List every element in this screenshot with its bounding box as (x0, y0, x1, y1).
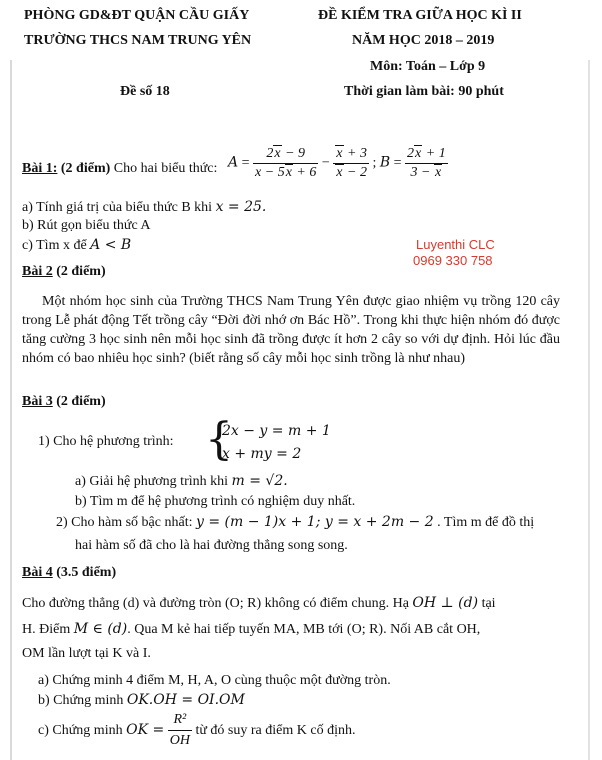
bai2-points: (2 điểm) (56, 264, 106, 279)
bai1-A-frac1: $\frac{2x - 9}{x - 5x + 6}$ (255, 146, 317, 180)
bai4-heading (22, 565, 116, 581)
page-border-right (588, 60, 590, 760)
bai4-line2: H. Điểm M ∈ (d). Qua M kẻ hai tiếp tuyến MA, MB tới (O; R). Nối AB cắt OH, (22, 621, 481, 637)
watermark-line1: Luyenthi CLC (416, 237, 495, 252)
bai3-part2: 2) Cho hàm số bậc nhất: y = (m − 1)x + 1; y = x + 2m − 2 . Tìm m để đồ thị (56, 514, 535, 530)
bai3-title: Bài 3 (22, 394, 53, 409)
bai1-item-b: b) Rút gọn biểu thức A (22, 218, 151, 233)
bai4-line2-math: M ∈ (d) (73, 621, 128, 637)
bai4-title: Bài 4 (22, 565, 53, 580)
bai1-points: (2 điểm) (60, 161, 111, 176)
bai3-p2-math: y = (m − 1)x + 1; y = x + 2m − 2 (195, 514, 434, 530)
watermark-line2: 0969 330 758 (413, 253, 493, 268)
bai4-line3: OM lần lượt tại K và I. (22, 646, 151, 661)
bai4-line1-math: OH ⊥ (d) (412, 595, 479, 611)
bai4-b-math: OK.OH = OI.OM (126, 692, 245, 708)
bai4-item-b: b) Chứng minh OK.OH = OI.OM (38, 692, 245, 708)
bai4-item-c: c) Chứng minh OK = $\frac{\text{R²}}{OH}$ từ đó suy ra điểm K cố định. (38, 712, 356, 749)
bai1-item-a: a) Tính giá trị của biểu thức B khi x = 25. (22, 199, 267, 215)
bai3-points: (2 điểm) (56, 394, 106, 409)
dept-name: PHÒNG GD&ĐT QUẬN CẦU GIẤY (24, 8, 250, 23)
bai1-A-frac2: $\frac{x + 3}{x - 2}$ (333, 146, 369, 181)
bai3-eq1: 2x − y = m + 1 (222, 423, 331, 439)
bai4-c-frac: $\frac{\text{R²}}{OH}$ (169, 712, 190, 749)
bai1-item-c: c) Tìm x để A < B (22, 237, 132, 253)
exam-time: Thời gian làm bài: 90 phút (344, 84, 504, 99)
bai1-B-frac: $\frac{2x + 1}{3 - x}$ (407, 146, 446, 180)
bai1-heading (22, 152, 217, 186)
bai4-points: (3.5 điểm) (56, 565, 117, 580)
bai1-cond-c: A < B (90, 237, 132, 253)
school-year: NĂM HỌC 2018 – 2019 (352, 33, 495, 48)
bai3-item-b: b) Tìm m để hệ phương trình có nghiệm duy nhất. (75, 494, 356, 509)
bai3-heading (22, 394, 106, 410)
bai1-cond-a: x = 25. (215, 199, 267, 215)
subject: Môn: Toán – Lớp 9 (370, 59, 486, 74)
bai2-heading (22, 264, 106, 280)
exam-number: Đề số 18 (120, 84, 170, 99)
bai3-part2-line2: hai hàm số đã cho là hai đường thẳng song song. (75, 538, 348, 553)
bai3-part1: 1) Cho hệ phương trình: (38, 434, 174, 449)
bai4-c-lhs: OK = (126, 722, 165, 738)
bai1-title: Bài 1: (22, 161, 58, 176)
bai1-intro: Cho hai biểu thức: (113, 161, 218, 176)
school-name: TRƯỜNG THCS NAM TRUNG YÊN (24, 33, 252, 48)
bai1-formula: A = $\frac{2x - 9}{x - 5x + 6}$ − $\frac{x + 3}{x - 2}$ ; B = $\frac{2x + 1}{3 - x}$ (228, 146, 446, 180)
bai3-item-a: a) Giải hệ phương trình khi m = √2. (75, 473, 288, 489)
bai3-eq2: x + my = 2 (222, 446, 302, 462)
exam-title: ĐỀ KIỂM TRA GIỮA HỌC KÌ II (318, 8, 522, 23)
bai2-text: Một nhóm học sinh của Trường THCS Nam Trung Yên được giao nhiệm vụ trồng 120 cây trong Lễ phát động Tết trồng cây “Đời đời nhớ ơn Bác Hồ”. Trong khi thực hiện nhóm đó được tăng cường 3 học sinh nên mỗi học sinh đã trồng được ít hơn 2 cây so với dự định. Hỏi lúc đầu nhóm có bao nhiêu học sinh? (biết rằng số cây mỗi học sinh trồng là như nhau) (22, 294, 560, 366)
page-border-left (10, 60, 12, 760)
system-brace: { (205, 414, 233, 465)
bai2-title: Bài 2 (22, 264, 53, 279)
bai4-item-a: a) Chứng minh 4 điểm M, H, A, O cùng thuộc một đường tròn. (38, 673, 391, 688)
bai4-line1: Cho đường thẳng (d) và đường tròn (O; R) không có điểm chung. Hạ OH ⊥ (d) tại (22, 595, 496, 611)
bai3-cond-a: m = √2. (231, 473, 288, 489)
